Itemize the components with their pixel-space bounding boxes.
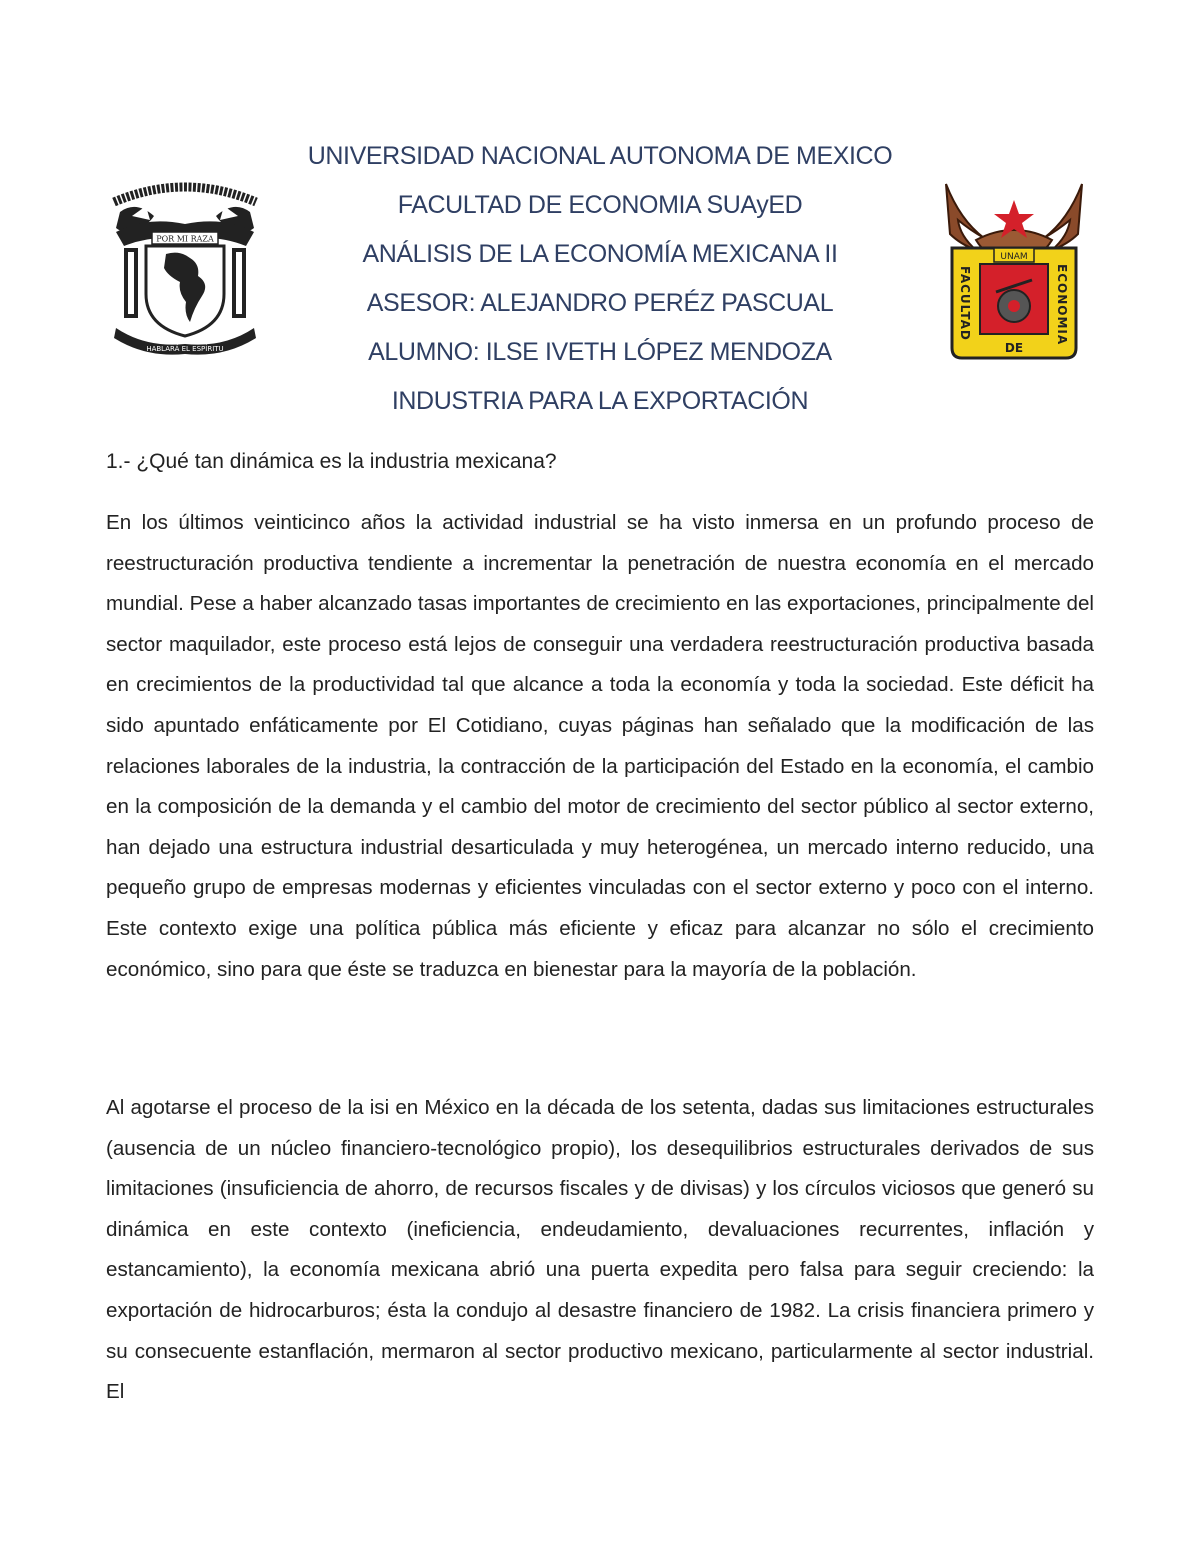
university-name: UNIVERSIDAD NACIONAL AUTONOMA DE MEXICO — [307, 142, 893, 170]
svg-text:HABLARÁ EL ESPÍRITU: HABLARÁ EL ESPÍRITU — [146, 345, 224, 353]
svg-text:POR MI RAZA: POR MI RAZA — [156, 234, 214, 244]
paragraph-2: Al agotarse el proceso de la isi en México en la década de los setenta, dadas sus limitaciones estructurales (ausencia de un núcleo financiero-tecnológico propio), los desequilibrios estructurales derivados de sus limitaciones (insuficiencia de ahorro, de recursos fiscales y de divisas) y los círculos viciosos que generó su dinámica en este contexto (ineficiencia, endeudamiento, devaluaciones recurrentes, inflación y estancamiento), la economía mexicana abrió una puerta expedita pero falsa para seguir creciendo: la exportación de hidrocarburos; ésta la condujo al desastre financiero de 1982. La crisis financiera primero y su consecuente estanflación, mermaron al sector productivo mexicano, particularmente al sector industrial. El — [106, 1096, 1094, 1404]
svg-text:FACULTAD: FACULTAD — [958, 266, 972, 341]
student-name: ALUMNO: ILSE IVETH LÓPEZ MENDOZA — [368, 338, 832, 366]
document-header — [0, 132, 1200, 426]
svg-text:DE: DE — [1004, 341, 1024, 355]
faculty-name: FACULTAD DE ECONOMIA SUAyED — [397, 191, 803, 219]
paragraph-1: En los últimos veinticinco años la actividad industrial se ha visto inmersa en un profundo proceso de reestructuración productiva tendiente a incrementar la penetración de nuestra economía en el mercado mundial. Pese a haber alcanzado tasas importantes de crecimiento en las exportaciones, principalmente del sector maquilador, este proceso está lejos de conseguir una verdadera reestructuración productiva basada en crecimientos de la productividad tal que alcance a toda la economía y toda la sociedad. Este déficit ha sido apuntado enfáticamente por El Cotidiano, cuyas páginas han señalado que la modificación de las relaciones laborales de la industria, la contracción de la participación del Estado en la economía, el cambio en la composición de la demanda y el cambio del motor de crecimiento del sector público al sector externo, han dejado una estructura industrial desarticulada y muy heterogénea, un mercado interno reducido, una pequeño grupo de empresas modernas y eficientes vinculadas con el sector externo y poco con el interno. Este contexto exige una política pública más eficiente y eficaz para alcanzar no sólo el crecimiento económico, sino para que éste se traduzca en bienestar para la mayoría de la población. — [106, 511, 1094, 981]
advisor-name: ASESOR: ALEJANDRO PERÉZ PASCUAL — [366, 289, 834, 317]
question-heading: 1.- ¿Qué tan dinámica es la industria mexicana? — [106, 450, 557, 473]
svg-text:ECONOMIA: ECONOMIA — [1055, 264, 1069, 346]
document-title: INDUSTRIA PARA LA EXPORTACIÓN — [391, 387, 809, 415]
svg-text:UNAM: UNAM — [1000, 252, 1028, 262]
course-name: ANÁLISIS DE LA ECONOMÍA MEXICANA II — [362, 240, 838, 268]
